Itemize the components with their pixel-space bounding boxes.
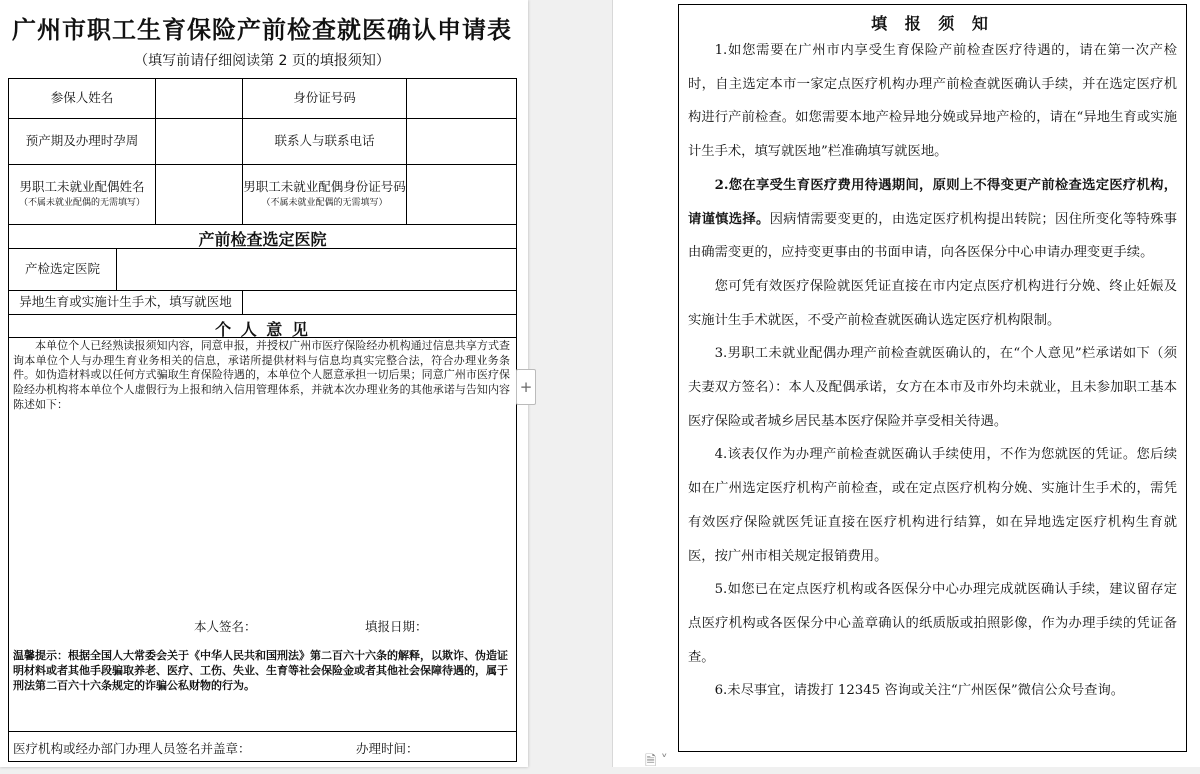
- other-region-field[interactable]: [243, 291, 518, 314]
- contact-label: 联系人与联系电话: [243, 119, 407, 164]
- note-2-bold: 2.您在享受生育医疗费用待遇期间，原则上不得变更产前检查选定医疗机构，请谨慎选择。: [688, 177, 1177, 227]
- application-form: [8, 78, 517, 762]
- spouse-id-note: （不属未就业配偶的无需填写）: [261, 198, 388, 209]
- notes-title: 填 报 须 知: [871, 14, 994, 33]
- spouse-name-text: 男职工未就业配偶姓名: [19, 179, 145, 195]
- spouse-id-field[interactable]: [407, 165, 518, 224]
- hospital-section-row: [9, 225, 516, 249]
- form-page: [0, 0, 528, 767]
- form-row-due: [9, 119, 516, 165]
- spouse-name-field[interactable]: [156, 165, 243, 224]
- note-2-extra: 您可凭有效医疗保险就医凭证直接在市内定点医疗机构进行分娩、终止妊娠及实施计生手术就医，不受产前检查就医确认选定医疗机构限制。: [688, 278, 1177, 328]
- opinion-section-heading: 个 人 意 见: [215, 320, 310, 339]
- due-date-field[interactable]: [156, 119, 243, 164]
- filling-notes-box: [678, 4, 1187, 752]
- spouse-name-note: （不属未就业配偶的无需填写）: [18, 198, 145, 209]
- note-6: 6.未尽事宜，请拨打 12345 咨询或关注“广州医保”微信公众号查询。: [714, 683, 1125, 699]
- hospital-label: 产检选定医院: [9, 249, 117, 290]
- insured-name-label: 参保人姓名: [9, 79, 156, 118]
- id-number-field[interactable]: [407, 79, 518, 118]
- document-icon[interactable]: 🗎 ˅: [645, 753, 668, 769]
- note-5: 5.如您已在定点医疗机构或各医保分中心办理完成就医确认手续，建议留存定点医疗机构或各医保分中心盖章确认的纸质版或拍照影像，作为办理手续的凭证备查。: [688, 582, 1177, 665]
- other-region-label: 异地生育或实施计生手术，填写就医地: [9, 291, 243, 314]
- contact-field[interactable]: [407, 119, 518, 164]
- note-2: [688, 169, 1177, 270]
- staff-row: [9, 731, 516, 763]
- note-4: 4.该表仅作为办理产前检查就医确认手续使用，不作为您就医的凭证。您后续如在广州选定医疗机构产前检查，或在定点医疗机构分娩、实施计生手术的，需凭有效医疗保险就医凭证直接在医疗机构进行结算，如在异地选定医疗机构生育就医，按广州市相关规定报销费用。: [688, 447, 1177, 564]
- hospital-row: [9, 249, 516, 291]
- add-column-button[interactable]: +: [516, 369, 536, 405]
- legal-warning: 温馨提示：根据全国人大常委会关于《中华人民共和国刑法》第二百六十六条的解释，以欺诈、伪造证明材料或者其他手段骗取养老、医疗、工伤、失业、生育等社会保险金或者其他社会保障待遇的，属于刑法第二百六十六条规定的诈骗公私财物的行为。: [13, 649, 508, 692]
- hospital-section-heading: 产前检查选定医院: [198, 230, 327, 249]
- insured-name-field[interactable]: [156, 79, 243, 118]
- opinion-divider: [9, 337, 516, 338]
- note-3: 3.男职工未就业配偶办理产前检查就医确认的，在“个人意见”栏承诺如下（须夫妻双方签名）：本人及配偶承诺，女方在本市及市外均未就业，且未参加职工基本医疗保险或者城乡居民基本医疗保险并享受相关待遇。: [688, 346, 1177, 429]
- spouse-name-label: [9, 165, 156, 224]
- due-date-label: 预产期及办理时孕周: [9, 119, 156, 164]
- processing-time-label: 办理时间：: [356, 741, 419, 756]
- date-label: 填报日期：: [365, 619, 428, 634]
- spouse-id-label: [243, 165, 407, 224]
- id-number-label: 身份证号码: [243, 79, 407, 118]
- form-row-spouse: [9, 165, 516, 225]
- signature-label: 本人签名：: [194, 619, 257, 634]
- form-title: 广州市职工生育保险产前检查就医确认申请表: [12, 16, 512, 44]
- opinion-text: 本单位个人已经熟读报须知内容，同意申报，并授权广州市医疗保险经办机构通过信息共享方式查询本单位个人与办理生育业务相关的信息，承诺所提供材料与信息均真实完整合法，符合办理业务条件。如伪造材料或以任何方式骗取生育保险待遇的，本单位个人愿意承担一切后果；同意广州市医疗保险经办机构将本单位个人虚假行为上报和纳入信用管理体系，并就本次办理业务的其他承诺与告知内容陈述如下：: [13, 339, 510, 411]
- form-subtitle: （填写前请仔细阅读第 2 页的填报须知）: [134, 53, 390, 69]
- note-2-rest: 因病情需要变更的，由选定医疗机构提出转院；因住所变化等特殊事由确需变更的，应持变更事由的书面申请，向各医保分中心申请办理变更手续。: [688, 211, 1178, 261]
- hospital-field[interactable]: [117, 249, 518, 290]
- spouse-id-text: 男职工未就业配偶身份证号码: [243, 179, 406, 195]
- other-region-row: [9, 291, 516, 315]
- note-1: 1.如您需要在广州市内享受生育保险产前检查医疗待遇的，请在第一次产检时，自主选定本市一家定点医疗机构办理产前检查就医确认手续，并在选定医疗机构进行产前检查。如您需要本地产检异地分娩或异地产检的，请在“异地生育或实施计生手术，填写就医地”栏准确填写就医地。: [688, 43, 1177, 160]
- form-row-name: [9, 79, 516, 119]
- staff-signature-label: 医疗机构或经办部门办理人员签名并盖章：: [13, 741, 251, 756]
- notes-body: [688, 34, 1177, 708]
